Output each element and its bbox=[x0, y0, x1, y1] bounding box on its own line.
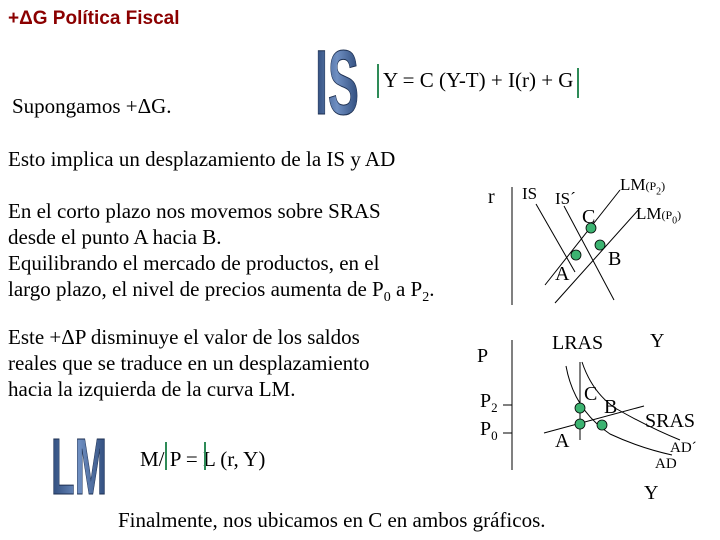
lm-p2-close: ) bbox=[661, 179, 666, 193]
islm-a-label: A bbox=[555, 263, 570, 285]
sras-label: SRAS bbox=[645, 410, 696, 432]
implica-text: Esto implica un desplazamiento de la IS y AD bbox=[8, 147, 396, 171]
ad-label: AD bbox=[655, 456, 677, 472]
slide-title: +ΔG Política Fiscal bbox=[8, 8, 180, 29]
ad-prime-label: AD´ bbox=[670, 440, 697, 456]
lm-p2-sub: (P bbox=[645, 179, 657, 193]
asad-c-label: C bbox=[584, 383, 598, 405]
islm-b-label: B bbox=[608, 248, 622, 270]
lm-p0-close: ) bbox=[677, 208, 682, 222]
asad-y-label: Y bbox=[644, 482, 659, 504]
asad-p-label: P bbox=[477, 345, 489, 367]
paragraph-1-line-4-mid: a P bbox=[390, 277, 423, 301]
is-prime-label: IS´ bbox=[555, 189, 576, 208]
lm-equation: M/ P = L (r, Y) bbox=[140, 447, 266, 471]
lm-p0-base: LM bbox=[636, 204, 662, 223]
p0-label bbox=[480, 418, 498, 444]
paragraph-1-line-1: En el corto plazo nos movemos sobre SRAS bbox=[8, 199, 381, 223]
paragraph-1-line-2: desde el punto A hacia B. bbox=[8, 225, 222, 249]
p0-sub: 0 bbox=[491, 428, 498, 443]
paragraph-1-line-3: Equilibrando el mercado de productos, en el bbox=[8, 251, 380, 275]
asad-a-label: A bbox=[555, 430, 570, 452]
is-logo-text: IS bbox=[315, 32, 359, 134]
islm-c-label: C bbox=[582, 206, 596, 228]
is-label: IS bbox=[522, 184, 538, 203]
paragraph-2-line-1: Este +ΔP disminuye el valor de los saldos bbox=[8, 325, 360, 349]
lm-logo-text: LM bbox=[51, 422, 107, 511]
paragraph-1-line-4-prefix: largo plazo, el nivel de precios aumenta de P bbox=[8, 277, 384, 301]
p0-subscript: 0 bbox=[383, 290, 391, 306]
paragraph-2-line-2: reales que se traduce en un desplazamiento bbox=[8, 351, 370, 375]
asad-b-label: B bbox=[604, 396, 618, 418]
p2-sub: 2 bbox=[491, 400, 498, 415]
lm-p2-label bbox=[620, 175, 665, 197]
lm-p2-subsub: 2 bbox=[656, 186, 662, 198]
is-curve bbox=[536, 204, 575, 272]
islm-point-a bbox=[571, 250, 581, 260]
supongamos-text: Supongamos +ΔG. bbox=[12, 94, 172, 118]
islm-r-label: r bbox=[488, 186, 495, 208]
islm-y-label: Y bbox=[650, 330, 665, 352]
sras-curve bbox=[544, 406, 644, 433]
asad-point-b bbox=[597, 420, 607, 430]
asad-point-a bbox=[575, 419, 585, 429]
paragraph-2-line-3: hacia la izquierda de la curva LM. bbox=[8, 377, 296, 401]
lm-p0-sub: (P bbox=[661, 208, 673, 222]
finalmente-text: Finalmente, nos ubicamos en C en ambos gráficos. bbox=[118, 508, 546, 532]
islm-point-b bbox=[595, 240, 605, 250]
p2-base: P bbox=[480, 390, 492, 412]
lm-p0-label bbox=[636, 204, 681, 226]
p2-subscript: 2 bbox=[422, 290, 430, 306]
lm-p0-subsub: 0 bbox=[672, 215, 678, 227]
lm-p2-base: LM bbox=[620, 175, 646, 194]
p2-label bbox=[480, 390, 498, 416]
is-equation: Y = C (Y-T) + I(r) + G bbox=[383, 68, 574, 92]
lras-label: LRAS bbox=[552, 332, 604, 354]
p0-base: P bbox=[480, 418, 492, 440]
paragraph-1-line-4-suffix: . bbox=[429, 277, 435, 301]
